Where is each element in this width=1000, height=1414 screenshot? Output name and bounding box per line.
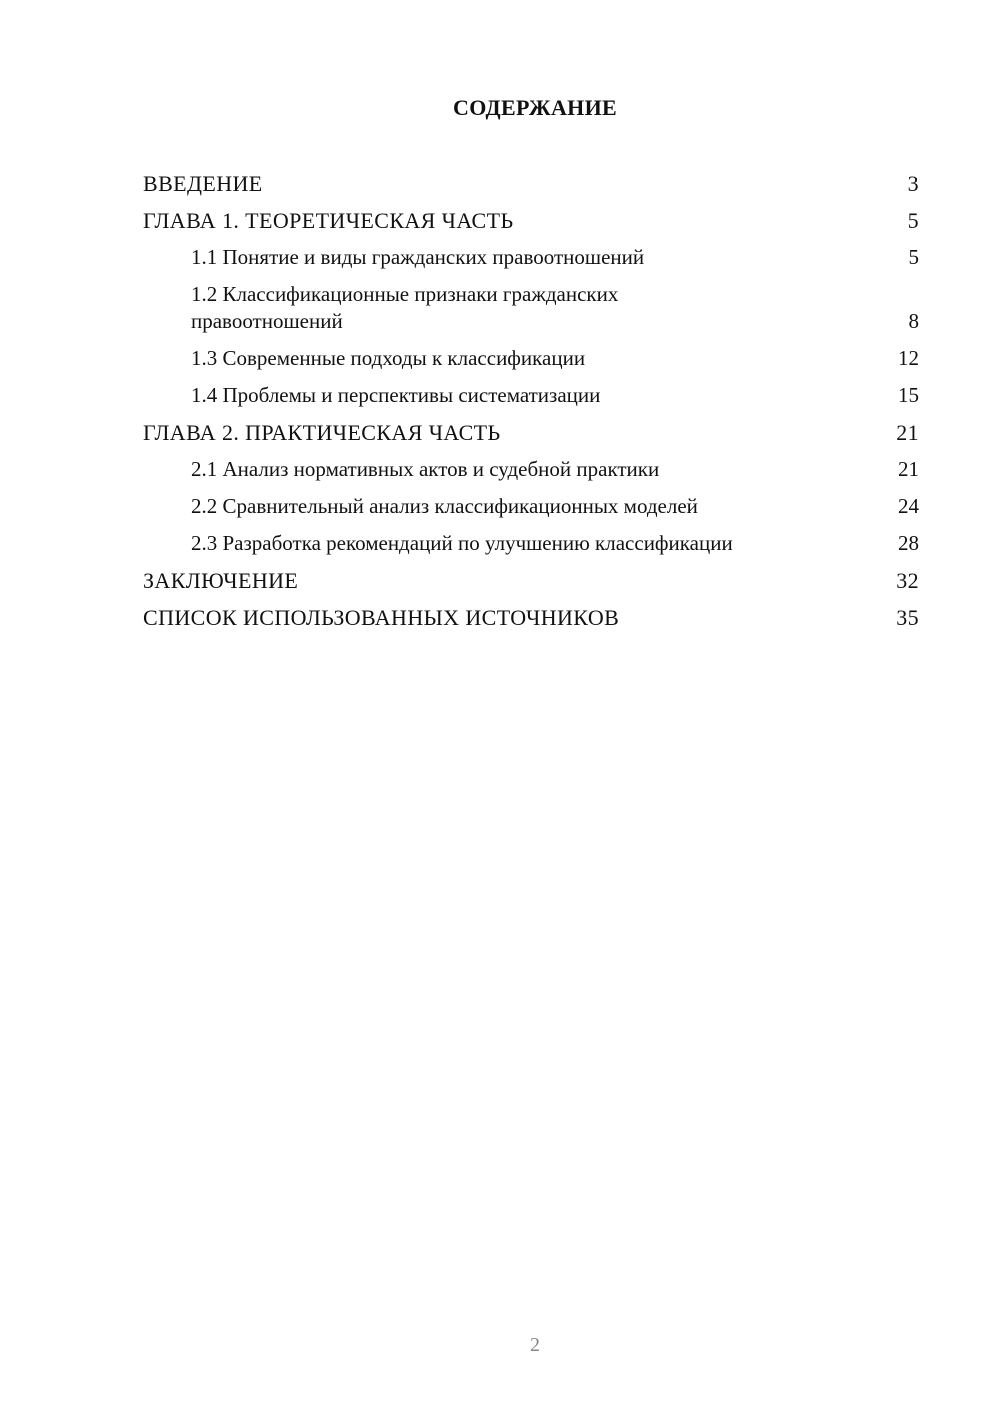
toc-entry-page: 21 xyxy=(898,457,919,481)
toc-entry-label: СПИСОК ИСПОЛЬЗОВАННЫХ ИСТОЧНИКОВ xyxy=(143,605,620,630)
toc-entry-page: 8 xyxy=(908,309,919,333)
toc-entry-label: 1.3 Современные подходы к классификации xyxy=(191,346,586,370)
toc-entry-page: 5 xyxy=(907,208,919,233)
toc-entry-section-2-2 xyxy=(143,493,919,520)
toc-entry-page: 5 xyxy=(908,245,919,269)
toc-entry-chapter-1 xyxy=(143,207,919,234)
toc-entry-label: 2.3 Разработка рекомендаций по улучшению классификации xyxy=(191,531,733,555)
toc-entry-section-1-3 xyxy=(143,345,919,372)
toc-entry-label: ГЛАВА 1. ТЕОРЕТИЧЕСКАЯ ЧАСТЬ xyxy=(143,208,514,233)
toc-entry-label: 2.1 Анализ нормативных актов и судебной практики xyxy=(191,457,660,481)
toc-entry-page: 32 xyxy=(896,568,919,593)
toc-entry-label: 2.2 Сравнительный анализ классификационных моделей xyxy=(191,494,698,518)
toc-entry-page: 35 xyxy=(896,605,919,630)
toc-entry-label: 1.1 Понятие и виды гражданских правоотношений xyxy=(191,245,645,269)
toc-entry-section-2-1 xyxy=(143,456,919,483)
toc-entry-page: 3 xyxy=(907,171,919,196)
toc-entry-page: 28 xyxy=(898,531,919,555)
toc-title: СОДЕРЖАНИЕ xyxy=(453,95,617,120)
page-number: 2 xyxy=(530,1334,540,1356)
toc-entry-label: ЗАКЛЮЧЕНИЕ xyxy=(143,568,299,593)
toc-entry-conclusion xyxy=(143,567,919,594)
toc-entry-page: 12 xyxy=(898,346,919,370)
toc-entry-label: ВВЕДЕНИЕ xyxy=(143,171,263,196)
toc-entry-section-1-1 xyxy=(143,244,919,271)
toc-entry-section-1-2 xyxy=(143,281,919,335)
toc-entry-introduction xyxy=(143,170,919,197)
toc-entry-page: 15 xyxy=(898,383,919,407)
toc-entry-section-1-4 xyxy=(143,382,919,409)
toc-entry-label: 1.2 Классификационные признаки гражданских правоотношений xyxy=(191,282,619,333)
toc-entry-chapter-2 xyxy=(143,419,919,446)
toc-entry-page: 24 xyxy=(898,494,919,518)
toc-entry-section-2-3 xyxy=(143,530,919,557)
toc-entry-page: 21 xyxy=(896,420,919,445)
toc-entry-label: ГЛАВА 2. ПРАКТИЧЕСКАЯ ЧАСТЬ xyxy=(143,420,501,445)
toc-entry-references xyxy=(143,604,919,631)
table-of-contents xyxy=(143,170,919,641)
toc-entry-label: 1.4 Проблемы и перспективы систематизации xyxy=(191,383,601,407)
